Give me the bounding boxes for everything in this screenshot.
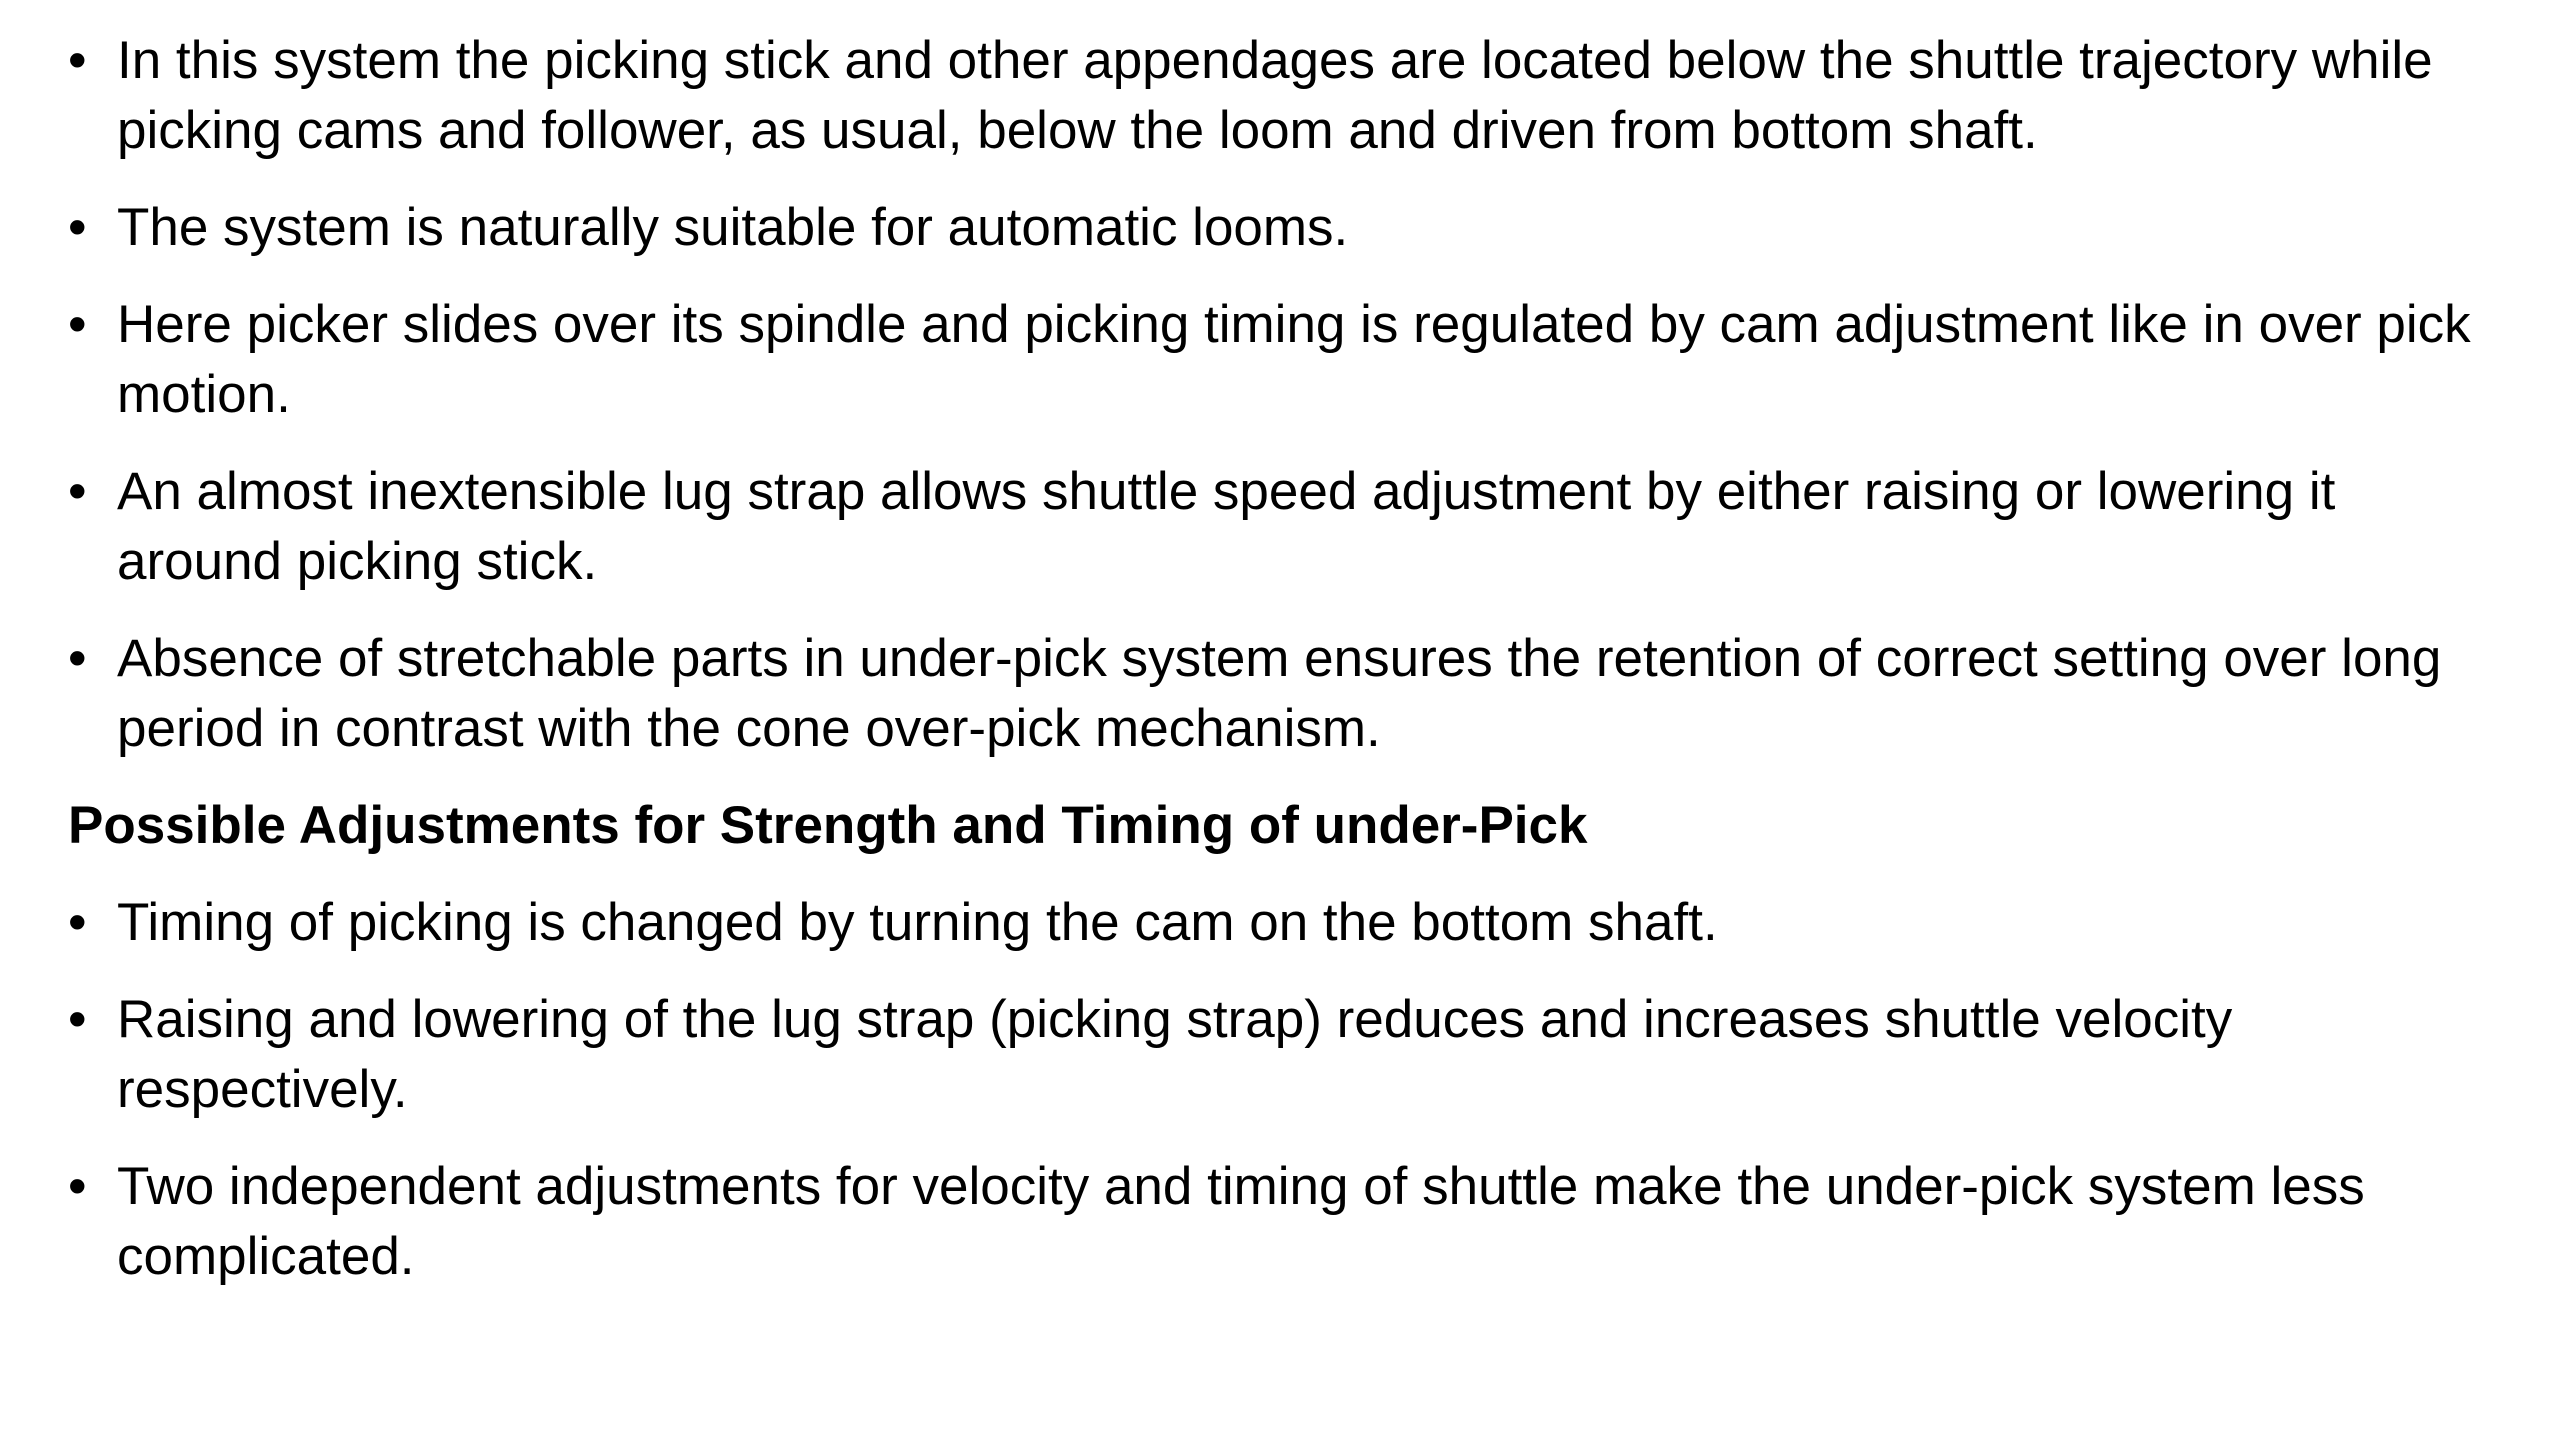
bullet-icon: •	[68, 295, 87, 354]
bullet-item	[68, 888, 2500, 958]
bullet-text: The system is naturally suitable for automatic looms.	[117, 198, 1349, 257]
bullet-text: In this system the picking stick and other appendages are located below the shuttle trajectory while picking cams and follower, as usual, below the loom and driven from bottom shaft.	[117, 31, 2433, 160]
bullet-icon: •	[68, 1157, 87, 1216]
section-heading: Possible Adjustments for Strength and Timing of under-Pick	[68, 796, 1588, 855]
bullet-icon: •	[68, 462, 87, 521]
bullet-item	[68, 985, 2500, 1125]
bullet-item	[68, 26, 2500, 166]
bullet-text: An almost inextensible lug strap allows shuttle speed adjustment by either raising or lowering it around picking stick.	[117, 462, 2336, 591]
bullet-list-main	[68, 26, 2500, 764]
bullet-text: Here picker slides over its spindle and picking timing is regulated by cam adjustment like in over pick motion.	[117, 295, 2471, 424]
bullet-text: Raising and lowering of the lug strap (picking strap) reduces and increases shuttle velocity respectively.	[117, 990, 2233, 1119]
bullet-item	[68, 1152, 2500, 1292]
bullet-icon: •	[68, 31, 87, 90]
bullet-icon: •	[68, 198, 87, 257]
bullet-item	[68, 193, 2500, 263]
bullet-text: Two independent adjustments for velocity and timing of shuttle make the under-pick system less complicated.	[117, 1157, 2365, 1286]
bullet-item	[68, 624, 2500, 764]
bullet-icon: •	[68, 990, 87, 1049]
bullet-item	[68, 290, 2500, 430]
bullet-icon: •	[68, 893, 87, 952]
bullet-text: Absence of stretchable parts in under-pick system ensures the retention of correct setting over long period in contrast with the cone over-pick mechanism.	[117, 629, 2442, 758]
bullet-icon: •	[68, 629, 87, 688]
bullet-item	[68, 457, 2500, 597]
bullet-list-adjustments	[68, 888, 2500, 1292]
bullet-text: Timing of picking is changed by turning the cam on the bottom shaft.	[117, 893, 1718, 952]
